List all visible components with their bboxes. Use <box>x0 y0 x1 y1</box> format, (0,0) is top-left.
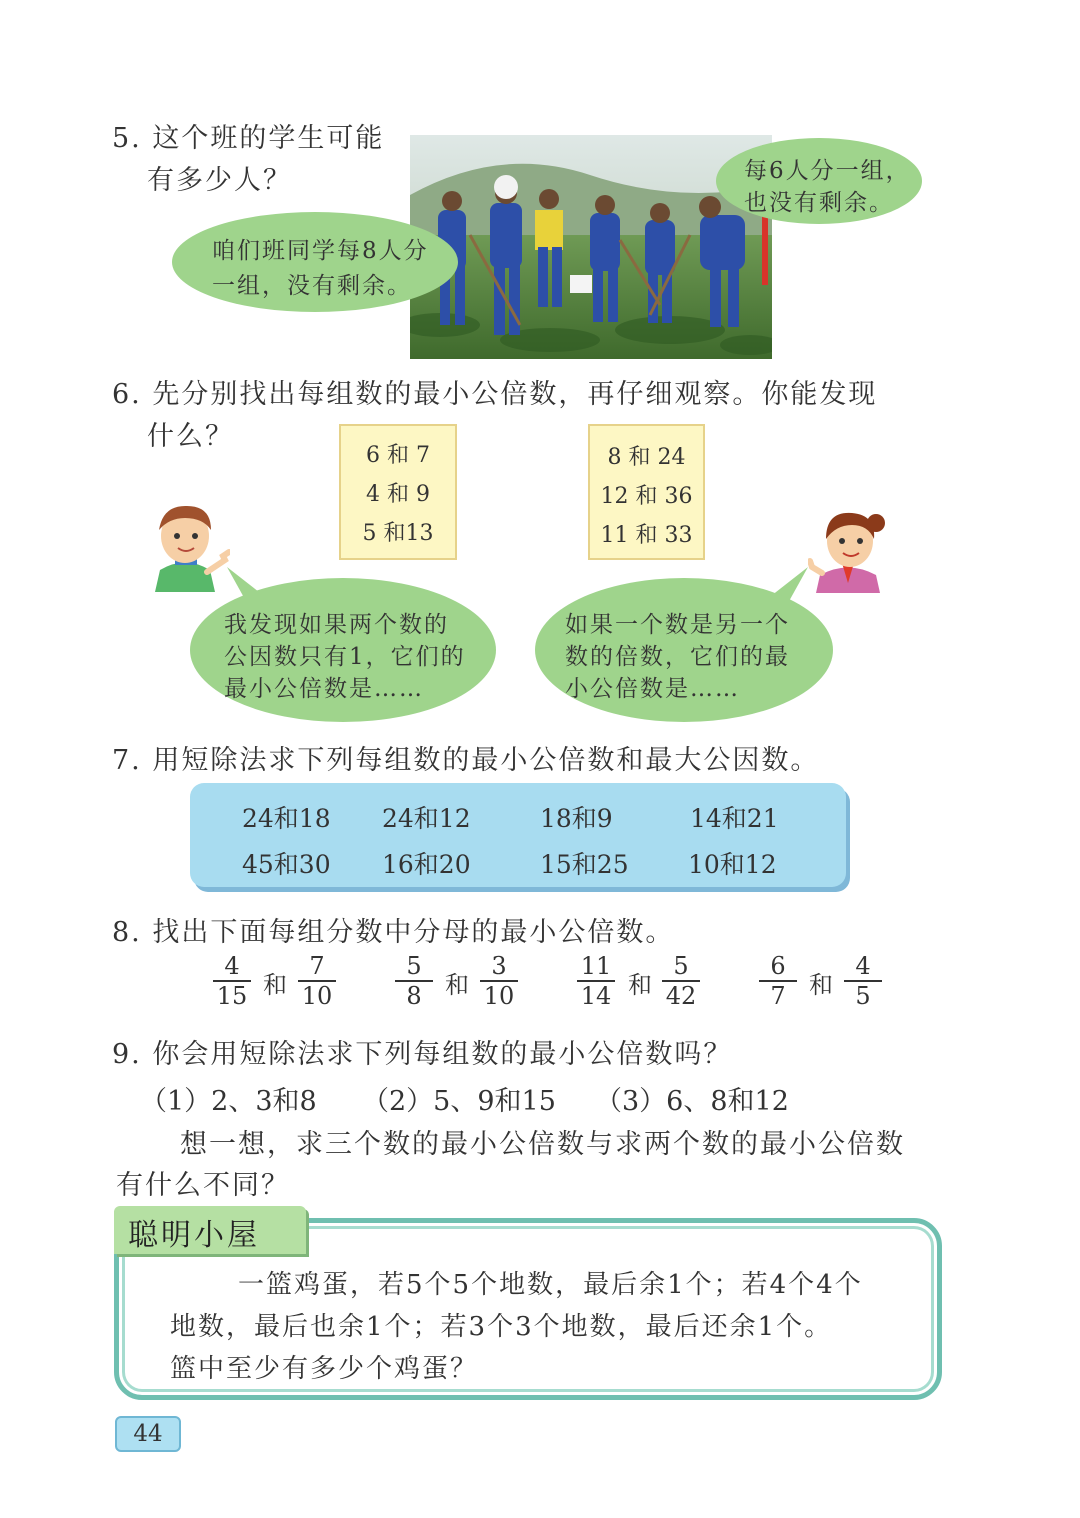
boy-cartoon <box>145 500 230 592</box>
page-number: 44 <box>133 1421 163 1447</box>
pair-cell: 45和30 <box>242 850 331 879</box>
bubble-line: 小公倍数是…… <box>565 676 740 702</box>
q5-speech-bubble-right <box>716 138 922 224</box>
q9-item: （3）6、8和12 <box>595 1086 789 1117</box>
fraction: 5 42 <box>658 953 704 1009</box>
q6-line2: 什么？ <box>147 421 234 452</box>
box-item: 5 和13 <box>362 521 434 546</box>
box-item: 11 和 33 <box>600 523 693 548</box>
q5-speech-bubble-left <box>172 212 458 312</box>
bubble-line: 咱们班同学每8人分 <box>212 238 429 264</box>
fraction: 11 14 <box>573 953 619 1009</box>
smart-house-line1: 一篮鸡蛋，若5个5个地数，最后余1个；若4个4个 <box>238 1270 863 1300</box>
pair-cell: 14和21 <box>690 804 779 833</box>
bubble-line: 也没有剩余。 <box>744 190 894 216</box>
box-item: 12 和 36 <box>600 484 693 509</box>
pair-cell: 16和20 <box>382 850 471 879</box>
bubble-line: 如果一个数是另一个 <box>565 612 790 638</box>
q6-speech-bubble-left <box>190 578 496 722</box>
box-item: 4 和 9 <box>366 482 430 507</box>
smart-house-line3: 篮中至少有多少个鸡蛋？ <box>170 1354 479 1384</box>
q9-think-line2: 有什么不同？ <box>116 1170 290 1201</box>
field-photo <box>410 135 772 359</box>
and-word: 和 <box>445 971 469 999</box>
q9-item: （1）2、3和8 <box>140 1086 317 1117</box>
bubble-line: 我发现如果两个数的 <box>224 612 449 638</box>
pair-cell: 18和9 <box>540 804 613 833</box>
fraction: 6 7 <box>755 953 801 1009</box>
girl-cartoon <box>808 505 888 593</box>
q7-title: 7. 用短除法求下列每组数的最小公倍数和最大公因数。 <box>112 745 820 776</box>
pair-cell: 10和12 <box>688 850 777 879</box>
pair-cell: 24和18 <box>242 804 331 833</box>
fraction: 5 8 <box>391 953 437 1009</box>
fraction: 4 15 <box>209 953 255 1009</box>
fraction: 3 10 <box>476 953 522 1009</box>
smart-house-label <box>114 1206 306 1254</box>
page-number-badge <box>115 1416 181 1452</box>
q5-line1: 5. 这个班的学生可能 <box>112 123 385 154</box>
pair-cell: 15和25 <box>540 850 629 879</box>
number-box-multiples <box>588 424 705 560</box>
bubble-line: 数的倍数，它们的最 <box>565 644 790 670</box>
q5-line2: 有多少人？ <box>147 165 292 196</box>
q6-speech-bubble-right <box>535 578 833 722</box>
smart-house-line2: 地数，最后也余1个；若3个3个地数，最后还余1个。 <box>170 1312 833 1342</box>
number-box-coprime <box>339 424 457 560</box>
q6-line1: 6. 先分别找出每组数的最小公倍数，再仔细观察。你能发现 <box>112 379 878 410</box>
bubble-line: 公因数只有1，它们的 <box>224 644 466 670</box>
q8-title: 8. 找出下面每组分数中分母的最小公倍数。 <box>112 917 675 948</box>
and-word: 和 <box>628 971 652 999</box>
q9-title: 9. 你会用短除法求下列每组数的最小公倍数吗？ <box>112 1039 733 1070</box>
box-item: 6 和 7 <box>366 443 430 468</box>
smart-house-title: 聪明小屋 <box>128 1218 260 1253</box>
and-word: 和 <box>263 971 287 999</box>
box-item: 8 和 24 <box>607 445 686 470</box>
bubble-line: 最小公倍数是…… <box>224 676 424 702</box>
q7-number-panel <box>190 783 846 887</box>
q9-item: （2）5、9和15 <box>362 1086 556 1117</box>
pair-cell: 24和12 <box>382 804 471 833</box>
bubble-line: 一组，没有剩余。 <box>212 273 412 299</box>
q9-think-line1: 想一想，求三个数的最小公倍数与求两个数的最小公倍数 <box>180 1129 905 1160</box>
bubble-line: 每6人分一组， <box>744 158 911 184</box>
fraction: 7 10 <box>294 953 340 1009</box>
fraction: 4 5 <box>840 953 886 1009</box>
and-word: 和 <box>809 971 833 999</box>
